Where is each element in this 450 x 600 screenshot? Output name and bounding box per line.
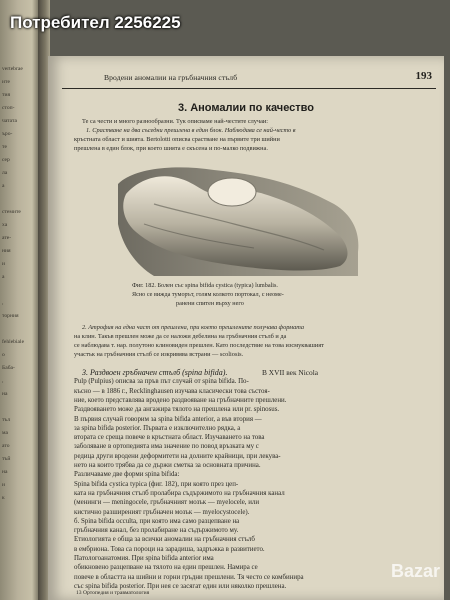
book-page xyxy=(48,56,444,600)
body-line: обикновено разцепване на тялото на един прешлен. Намира се xyxy=(74,564,258,572)
bazar-watermark: Bazar xyxy=(390,561,440,581)
body-line: В първия случай говорим за spina bifida anterior, а във втория — xyxy=(74,415,262,423)
body-line: кистично разширеният гръбначен мозък — myelocystocele). xyxy=(74,508,250,516)
body-line: на клин. Такъв прешлен може да се наложи дебелина на гръбначния стълб и да xyxy=(74,333,287,340)
body-line: втората се среща повече в кръстната област. Изучаването на това xyxy=(74,434,265,442)
body-line: в ембриона. Това са пороци на зарадиша, задръжка в развитието. xyxy=(74,545,265,553)
body-line: заболяване в ортопедията има значение по повод връзката му с xyxy=(74,443,259,451)
left-page-text-fragment: тъй xyxy=(2,456,11,462)
left-page-text-fragment: чатата xyxy=(2,118,17,124)
left-page-text-fragment: тия xyxy=(2,92,11,98)
left-page-text-fragment: ъро- xyxy=(2,131,13,137)
left-page-text-fragment: , xyxy=(2,378,4,384)
left-page-text-fragment: и xyxy=(2,482,5,488)
header-rule xyxy=(62,88,436,89)
left-page-text-fragment: к xyxy=(2,495,5,501)
left-page-text-fragment: ла xyxy=(2,170,8,176)
body-line: гръбначния канал, без пролабиране на съдържимото му. xyxy=(74,527,239,535)
body-line: участък на гръбначния стълб се изкривява встрани — scoliosis. xyxy=(74,351,244,358)
body-line: редица други вродени деформитети на долните крайници, при лекува- xyxy=(74,452,281,460)
body-line: Pulp (Pulpius) описва за пръв път случай от spina bifida. По- xyxy=(74,378,249,386)
body-line: б. Spina bifida occulta, при която има само разцепване на xyxy=(74,517,240,525)
left-page-text-fragment: тъл xyxy=(2,417,11,423)
section-title: 3. Аномалии по качество xyxy=(177,102,315,114)
left-page-text-fragment: на xyxy=(2,391,8,397)
left-page-text-fragment: ате- xyxy=(2,235,12,241)
body-line: 2. Атрофия на една част от прешлена, при което прешлените получава формата xyxy=(82,324,304,331)
body-line: Раздвояването може да ангажира тялото на прешлена или pr. spinosus. xyxy=(74,406,280,414)
body-line: ката на гръбначния стълб пролабира съдържимото на гръбначния канал xyxy=(74,489,285,497)
body-line: нето на които трябва да се държи сметка за основната причина. xyxy=(74,462,261,469)
left-page-text-fragment: стемите xyxy=(2,209,21,215)
intro-line: 1. Срастване на два съседни прешлена в един блок. Наблюдава се най-често в xyxy=(86,127,296,134)
left-page-text-fragment: о xyxy=(2,352,5,358)
body-line: (менинги — meningocele, гръбначният мозък — myelocele, или xyxy=(74,499,260,507)
body-line: Патологоанатомия. При spina bifida anterior има xyxy=(74,555,214,562)
left-page-text-fragment: ма xyxy=(2,430,8,436)
subsection-heading: 3. Раздвоен гръбначен стълб (spina bifida). xyxy=(82,368,228,377)
body-line: късно — в 1886 г., Recklinghausen изучава класически това състоя- xyxy=(74,387,270,395)
left-page-text-fragment: и xyxy=(2,261,5,267)
left-page-text-fragment: ите xyxy=(2,79,10,85)
figure-caption: Ясно се вижда туморът, голям колкото портокал, с неоме- xyxy=(132,291,284,298)
body-line: В XVII век Nicola xyxy=(262,368,319,377)
body-line: ние, което представлява вродено раздвояване на гръбначните прешлени. xyxy=(74,396,287,404)
running-head: Вродени аномалии на гръбначния стълб xyxy=(104,73,238,82)
left-page-text-fragment: те xyxy=(2,144,7,150)
left-page-text-fragment: на xyxy=(2,469,8,475)
left-page-text-fragment: торния xyxy=(2,313,19,319)
left-page-text-fragment: сер xyxy=(2,157,10,163)
page-footer: 13 Ортопедия и травматология xyxy=(76,590,150,596)
left-page-text-fragment: ха xyxy=(2,222,8,228)
body-line: за spina bifida posterior. Първата е изключително рядка, а xyxy=(74,424,241,432)
left-page-text-fragment: а xyxy=(2,183,5,189)
intro-line: кръстната област и шията. Bertolotti описва срастване на първите три шийни xyxy=(74,136,280,143)
body-line: Различаваме две форми spina bifida: xyxy=(74,471,180,479)
left-page-text-fragment: а xyxy=(2,274,5,280)
figure-caption: ранени спитен върху него xyxy=(176,300,244,307)
left-page-text-fragment: ато xyxy=(2,443,10,449)
page-number: 193 xyxy=(415,70,432,82)
body-line: се наблюдава т. нар. полутоно клиновиден прешлен. Като последствие на това изсмуквашият xyxy=(74,342,324,349)
left-page-text-fragment: ния xyxy=(2,248,11,254)
figure-caption: Фиг. 182. Болен със spina bifida cystica (typica) lumbalis. xyxy=(132,282,278,289)
patient-figure-photo xyxy=(114,164,360,276)
left-page xyxy=(0,0,40,600)
left-page-text-fragment: fehlebiale xyxy=(2,339,25,345)
left-page-text-fragment: Баба- xyxy=(2,365,15,371)
body-line: със spina bifida posterior. При нея се засягат един или няколко прешлена. xyxy=(74,582,287,590)
body-line: Spina bifida cystica typica (фиг. 182), при която през цеп- xyxy=(74,480,239,488)
body-line: Етиологията е обща за всички аномалии на гръбначния стълб xyxy=(74,536,255,544)
left-page-text-fragment: стоп- xyxy=(2,105,15,111)
intro-line: прешлена в един блок, при което шията е скъсена и по-малко подвижна. xyxy=(74,145,268,152)
intro-line: Те са чести и много разнообразни. Тук описваме най-честите случаи: xyxy=(82,118,269,125)
user-overlay-title: Потребител 2256225 xyxy=(10,13,181,32)
left-page-text-fragment: vertebrae xyxy=(2,66,23,72)
body-line: повече в областта на шийни и горни гръдни прешлени. Тя често се комбинира xyxy=(74,573,304,581)
left-page-text-fragment: , xyxy=(2,300,4,306)
